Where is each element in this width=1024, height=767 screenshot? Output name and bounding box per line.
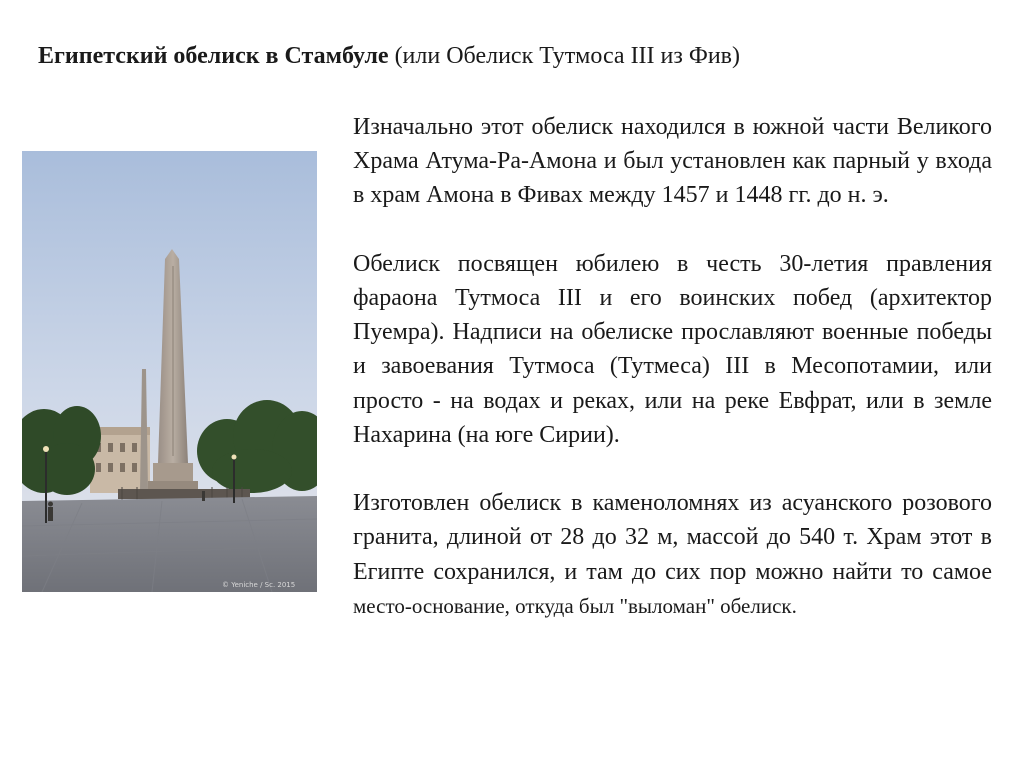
slide-title-subtitle: (или Обелиск Тутмоса III из Фив)	[388, 43, 740, 69]
slide-title-bold: Египетский обелиск в Стамбуле	[38, 43, 389, 69]
paragraph-material-main: Изготовлен обелиск в каменоломнях из асуанского розового гранита, длиной от 28 до 32 м, массой до 540 т. Храм этот в Египте сохранился, и там до сих пор можно найти то самое	[353, 490, 992, 585]
paragraph-dedication: Обелиск посвящен юбилею в честь 30-летия правления фараона Тутмоса III и его воинских побед (архитектор Пуемра). Надписи на обелиске прославляют военные победы и завоевания Тутмоса (Тутмеса) III в Месопотамии, или просто - на водах и реках, или на реке Евфрат, или в земле Нахарина (на юге Сирии).	[353, 250, 992, 448]
paragraph-material	[353, 486, 992, 623]
obelisk-photo-illustration	[22, 151, 317, 592]
obelisk-photo	[22, 151, 317, 592]
photo-watermark: © Yeniche / Sc. 2015	[222, 581, 296, 589]
paragraph-material-small: место-основание, откуда был "выломан" обелиск.	[353, 593, 797, 618]
slide-title	[38, 40, 998, 72]
paragraph-origin: Изначально этот обелиск находился в южной части Великого Храма Атума-Ра-Амона и был установлен как парный у входа в храм Амона в Фивах между 1457 и 1448 гг. до н. э.	[353, 114, 992, 209]
body-text	[353, 110, 992, 623]
